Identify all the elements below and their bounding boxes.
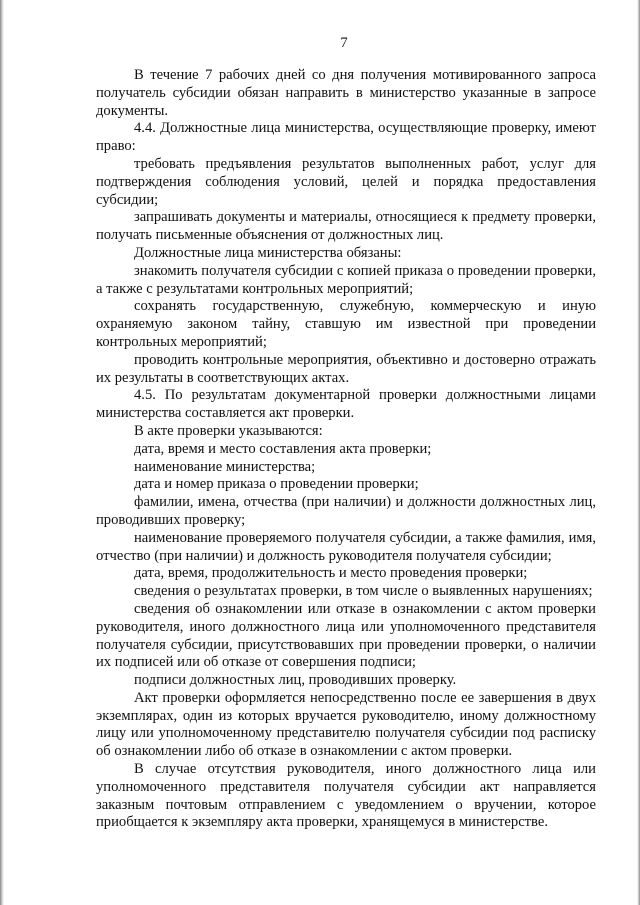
paragraph: сведения о результатах проверки, в том числе о выявленных нарушениях; <box>134 583 593 600</box>
paragraph: наименование министерства; <box>134 458 316 475</box>
paragraph: Должностные лица министерства обязаны: <box>134 244 402 261</box>
page-number: 7 <box>340 35 348 51</box>
paragraph: запрашивать документы и материалы, относящиеся к предмету проверки, получать письменные объяснения от должностных лиц. <box>96 209 596 244</box>
paragraph: знакомить получателя субсидии с копией приказа о проведении проверки, а также с результатами контрольных мероприятий; <box>96 262 596 297</box>
paragraph: дата, время, продолжительность и место проведения проверки; <box>134 565 528 582</box>
paragraph: дата и номер приказа о проведении проверки; <box>134 476 419 493</box>
paragraph: В течение 7 рабочих дней со дня получения мотивированного запроса получатель субсидии обязан направить в министерство указанные в запросе документы. <box>96 67 596 119</box>
paragraph: сохранять государственную, служебную, коммерческую и иную охраняемую законом тайну, ставшую им известной при проведении контрольных мероприятий; <box>96 298 596 350</box>
paragraph: подписи должностных лиц, проводивших проверку. <box>134 672 457 689</box>
paragraph: проводить контрольные мероприятия, объективно и достоверно отражать их результаты в соответствующих актах. <box>96 351 596 386</box>
paragraph: наименование проверяемого получателя субсидии, а также фамилия, имя, отчество (при наличии) и должность руководителя получателя субсидии; <box>96 529 596 564</box>
paragraph: В случае отсутствия руководителя, иного должностного лица или уполномоченного представителя получателя субсидии акт направляется заказным почтовым отправлением с уведомлением о вручении, которое приобщается к экземпляру акта проверки, хранящемуся в министерстве. <box>96 761 596 831</box>
paragraph: В акте проверки указываются: <box>134 422 323 439</box>
paragraph: фамилии, имена, отчества (при наличии) и должности должностных лиц, проводивших проверку; <box>96 494 596 528</box>
paragraph: дата, время и место составления акта проверки; <box>134 440 432 457</box>
paragraph: сведения об ознакомлении или отказе в ознакомлении с актом проверки руководителя, иного должностного лица или уполномоченного представителя получателя субсидии, присутствовавших при проведении проверки, о наличии их подписей или об отказе от совершения подписи; <box>96 600 596 671</box>
paragraph: 4.5. По результатам документарной проверки должностными лицами министерства составляется акт проверки. <box>96 387 596 422</box>
paragraph: 4.4. Должностные лица министерства, осуществляющие проверку, имеют право: <box>96 120 596 155</box>
document-body <box>96 67 596 832</box>
scan-edge-left <box>0 0 4 905</box>
paragraph: Акт проверки оформляется непосредственно после ее завершения в двух экземплярах, один из которых вручается руководителю, иному должностному лицу или уполномоченному представителю получателя субсидии под расписку об ознакомлении либо об отказе в ознакомлении с актом проверки. <box>96 689 596 760</box>
paragraph: требовать предъявления результатов выполненных работ, услуг для подтверждения соблюдения условий, целей и порядка предоставления субсидии; <box>96 155 596 208</box>
